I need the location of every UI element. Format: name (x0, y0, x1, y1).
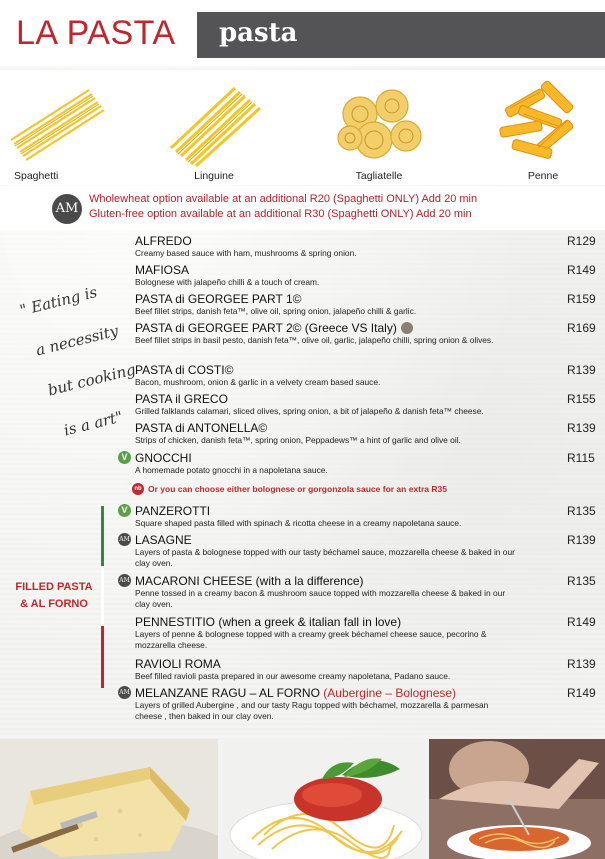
item-description: Beef fillet strips in basil pesto, danish feta™, olive oil, garlic, jalapeño chilli, spring onion & olives. (135, 335, 494, 345)
item-name (135, 686, 605, 700)
menu-item (121, 451, 605, 476)
item-description: Layers of pasta & bolognese topped with our tasty béchamel sauce, mozzarella cheese & baked in our clay oven. (135, 547, 515, 568)
item-price: R139 (567, 533, 596, 547)
item-price: R129 (567, 234, 596, 248)
quote-line-1: " Eating is (18, 282, 99, 320)
item-price: R139 (567, 657, 596, 671)
item-name (135, 321, 605, 335)
pasta-type-label: Spaghetti (14, 170, 59, 182)
pasta-type-spaghetti (0, 78, 120, 182)
photo-strip (0, 739, 605, 859)
quote-line-2: a necessity (34, 321, 121, 360)
item-name-text: MELANZANE RAGU – AL FORNO (135, 686, 320, 700)
am-logo-icon: AM (118, 686, 131, 699)
item-description: Bolognese with jalapeño chilli & a touch of cream. (135, 277, 320, 287)
item-description: Layers of penne & bolognese topped with a creamy greek béchamel cheese sauce, pecorino & mozzarella cheese. (135, 629, 487, 650)
menu-item (135, 234, 605, 259)
menu-item (119, 686, 605, 722)
flag-green-bar (101, 506, 104, 566)
vegetarian-icon: V (118, 451, 131, 464)
wholewheat-notice: Wholewheat option available at an additional R20 (Spaghetti ONLY) Add 20 min (89, 193, 478, 205)
menu-item (135, 615, 605, 651)
pasta-type-label: Linguine (194, 170, 234, 182)
header (0, 0, 605, 66)
filled-pasta-label (8, 579, 100, 613)
item-name-accent: (Aubergine – Bolognese) (323, 686, 457, 700)
greece-italy-icon (401, 322, 413, 334)
menu-item (121, 504, 605, 529)
am-logo-icon: AM (118, 533, 131, 546)
spaghetti-dish-photo (222, 739, 426, 859)
item-name: PASTA di COSTI© (135, 363, 234, 377)
menu-item (135, 421, 605, 446)
item-description: Layers of grilled Aubergine , and our tasty Ragu topped with béchamel, mozzarella & parmesan cheese , then baked in our clay oven. (135, 700, 489, 721)
item-description: Strips of chicken, danish feta™, spring onion, Peppadews™ a hint of garlic and olive oil. (135, 435, 461, 445)
sauce-option-note (134, 484, 447, 494)
menu-item (119, 533, 605, 569)
flag-red-bar (101, 626, 104, 688)
spaghetti-icon (0, 78, 120, 170)
item-name: PANZEROTTI (135, 504, 211, 518)
item-description: Beef fillet strips, danish feta™, olive oil, spring onion, jalapeño chilli & garlic. (135, 306, 417, 316)
am-logo-icon: AM (52, 194, 82, 224)
section-title: pasta (219, 18, 298, 48)
filled-pasta-label-line2: & AL FORNO (20, 598, 88, 610)
item-name: ALFREDO (135, 234, 192, 248)
item-price: R149 (567, 686, 596, 700)
options-notice (0, 186, 605, 230)
tagliatelle-icon (322, 78, 442, 170)
flag-white-bar (101, 566, 104, 626)
item-description: Beef filled ravioli pasta prepared in our awesome creamy napoletana, Padano sauce. (135, 671, 451, 681)
item-name: GNOCCHI (135, 451, 192, 465)
menu-item (135, 263, 605, 288)
item-description: Creamy based sauce with ham, mushrooms & spring onion. (135, 248, 357, 258)
item-description: Bacon, mushroom, onion & garlic in a velvety cream based sauce. (135, 377, 381, 387)
item-name-text: PASTA di GEORGEE PART 2© (Greece VS Italy) (135, 321, 397, 335)
menu-item (135, 292, 605, 317)
brand-title: LA PASTA (16, 14, 176, 52)
item-price: R135 (567, 504, 596, 518)
item-description: A homemade potato gnocchi in a napoletana sauce. (135, 465, 328, 475)
item-price: R169 (567, 321, 596, 335)
pasta-type-penne (482, 78, 602, 182)
item-price: R159 (567, 292, 596, 306)
menu-list (0, 230, 605, 735)
menu-item (119, 574, 605, 610)
item-name: PENNESTITIO (when a greek & italian fall in love) (135, 615, 402, 629)
pasta-type-label: Tagliatelle (355, 170, 403, 182)
item-price: R149 (567, 615, 596, 629)
item-name: PASTA di ANTONELLA© (135, 421, 268, 435)
item-description: Grilled falklands calamari, sliced olives, spring onion, a bit of jalapeño & danish feta™ cheese. (135, 406, 484, 416)
pasta-types-row (0, 70, 605, 185)
item-price: R149 (567, 263, 596, 277)
cheese-photo (0, 739, 218, 859)
item-name: MAFIOSA (135, 263, 190, 277)
nb-icon: nb (132, 483, 144, 495)
vegetarian-icon: V (118, 504, 131, 517)
quote-line-3: but cooking (46, 360, 138, 400)
section-bar (197, 12, 605, 58)
pasta-type-linguine (160, 78, 280, 182)
filled-pasta-label-line1: FILLED PASTA (15, 581, 93, 593)
item-name: MACARONI CHEESE (with a la difference) (135, 574, 364, 588)
gluten-free-notice: Gluten-free option available at an additional R30 (Spaghetti ONLY) Add 20 min (89, 208, 472, 220)
pasta-type-tagliatelle (322, 78, 442, 182)
item-description: Penne tossed in a creamy bacon & mushroom sauce topped with mozzarella cheese & baked in our clay oven. (135, 588, 506, 609)
item-name: PASTA il GRECO (135, 392, 228, 406)
item-price: R135 (567, 574, 596, 588)
item-price: R115 (567, 451, 595, 465)
penne-icon (482, 78, 602, 170)
item-name: LASAGNE (135, 533, 192, 547)
quote-line-4: is a art" (62, 407, 125, 440)
item-price: R155 (567, 392, 596, 406)
diner-photo (429, 739, 605, 859)
sauce-option-text: Or you can choose either bolognese or gorgonzola sauce for an extra R35 (148, 484, 447, 494)
item-price: R139 (567, 363, 596, 377)
item-description: Square shaped pasta filled with spinach & ricotta cheese in a creamy napoletana sauce. (135, 518, 462, 528)
linguine-icon (160, 78, 280, 170)
menu-item (135, 392, 605, 417)
am-logo-icon: AM (118, 574, 131, 587)
item-name: RAVIOLI ROMA (135, 657, 221, 671)
menu-item (135, 657, 605, 682)
menu-item (135, 321, 605, 346)
item-name: PASTA di GEORGEE PART 1© (135, 292, 302, 306)
menu-item (135, 363, 605, 388)
pasta-type-label: Penne (527, 170, 559, 182)
item-price: R139 (567, 421, 596, 435)
